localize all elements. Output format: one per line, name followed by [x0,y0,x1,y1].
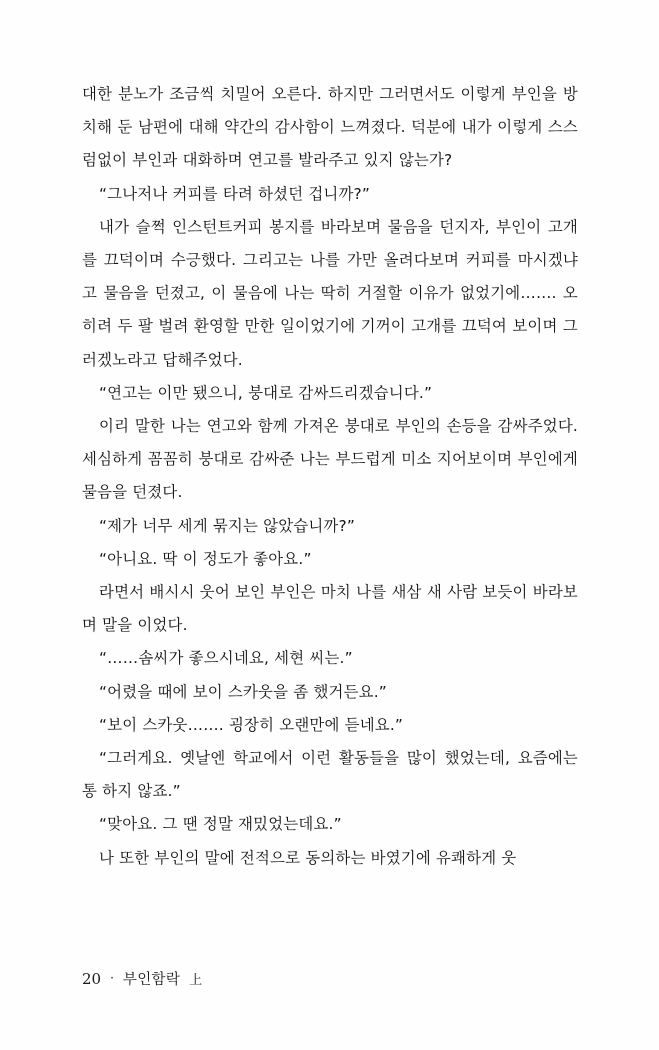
paragraph: “……솜씨가 좋으시네요, 세현 씨는.” [99,649,353,668]
book-volume: 上 [189,973,203,988]
paragraph: “제가 너무 세게 묶지는 않았습니까?” [99,516,356,535]
footer-separator: · [110,970,114,985]
paragraph: “그나저나 커피를 타려 하셨던 겁니까?” [99,184,371,203]
paragraph: 나 또한 부인의 말에 전적으로 동의하는 바였기에 유쾌하게 웃 [99,848,517,867]
paragraph: 내가 슬쩍 인스턴트커피 봉지를 바라보며 물음을 던지자, 부인이 고개를 끄덕이며 수긍했다. 그리고는 나를 가만 올려다보며 커피를 마시겠냐고 물음을 던졌고, 이 물음에 나는 딱히 거절할 이유가 없었기에……. 오히려 두 팔 벌려 환영할 만한 일이었기에 기꺼이 고개를 끄덕여 보이며 그러겠노라고 답해주었다. [82,217,578,369]
paragraph: “연고는 이만 됐으니, 붕대로 감싸드리겠습니다.” [99,383,433,402]
page-number: 20 [82,969,102,988]
paragraph: “맞아요. 그 땐 정말 재밌었는데요.” [99,815,342,834]
page-footer [82,968,202,989]
paragraph: “보이 스카웃……. 굉장히 오랜만에 듣네요.” [99,715,404,734]
paragraph: 대한 분노가 조금씩 치밀어 오른다. 하지만 그러면서도 이렇게 부인을 방치해 둔 남편에 대해 약간의 감사함이 느껴졌다. 덕분에 내가 이렇게 스스럼없이 부인과 대화하며 연고를 발라주고 있지 않는가? [82,85,578,170]
paragraph: 이리 말한 나는 연고와 함께 가져온 붕대로 부인의 손등을 감싸주었다. 세심하게 꼼꼼히 붕대로 감싸준 나는 부드럽게 미소 지어보이며 부인에게 물음을 던졌다. [82,417,578,502]
page-text-body [82,78,578,875]
paragraph: “어렸을 때에 보이 스카웃을 좀 했거든요.” [99,682,387,701]
paragraph: 라면서 배시시 웃어 보인 부인은 마치 나를 새삼 새 사람 보듯이 바라보며 말을 이었다. [82,583,578,635]
paragraph: “아니요. 딱 이 정도가 좋아요.” [99,549,312,568]
book-title: 부인함락 [122,972,181,988]
paragraph: “그러게요. 옛날엔 학교에서 이런 활동들을 많이 했었는데, 요즘에는 통 하지 않죠.” [82,749,578,801]
